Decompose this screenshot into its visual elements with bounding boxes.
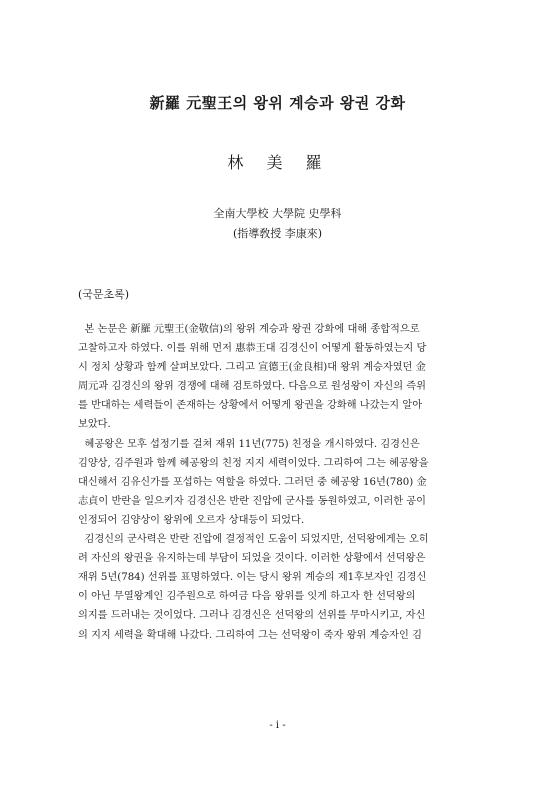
affiliation-block bbox=[0, 204, 555, 244]
body-line: 의지를 드러내는 것이었다. 그러나 김경신은 선덕왕의 선위를 무마시키고, 자신 bbox=[78, 610, 426, 622]
author-name: 林 美 羅 bbox=[227, 153, 328, 172]
body-line: 의 지지 세력을 확대해 나갔다. 그리하여 그는 선덕왕이 죽자 왕위 계승자인 김 bbox=[78, 629, 422, 641]
abstract-body bbox=[78, 320, 478, 645]
body-line: 志貞이 반란을 일으키자 김경신은 반란 진압에 군사를 동원하였고, 이러한 공이 bbox=[78, 495, 426, 507]
body-line: 周元과 김경신의 왕위 경쟁에 대해 검토하였다. 다음으로 원성왕이 자신의 즉위 bbox=[78, 381, 426, 393]
body-line: 재위 5년(784) 선위를 표명하였다. 이는 당시 왕위 계승의 제1후보자인 김경신 bbox=[78, 572, 427, 584]
body-line: 대신해서 김유신가를 포섭하는 역할을 하였다. 그러던 중 혜공왕 16년(780) 金 bbox=[78, 476, 427, 488]
body-line: 이 아닌 무열왕계인 김주원으로 하여금 다음 왕위를 잇게 하고자 한 선덕왕의 bbox=[78, 591, 416, 603]
body-line: 인정되어 김양상이 왕위에 오르자 상대등이 되었다. bbox=[78, 514, 305, 526]
affiliation-department: 全南大學校 大學院 史學科 bbox=[213, 207, 342, 220]
abstract-label: (국문초록) bbox=[78, 288, 130, 301]
body-line: 려 자신의 왕권을 유지하는데 부담이 되었을 것이다. 이러한 상황에서 선덕왕은 bbox=[78, 553, 426, 565]
body-line: 보았다. bbox=[78, 419, 111, 431]
body-line: 시 정치 상황과 함께 살펴보았다. 그리고 宣德王(金良相)대 왕위 계승자였던 金 bbox=[78, 362, 426, 374]
body-line: 김양상, 김주원과 함께 혜공왕의 친정 지지 세력이었다. 그리하여 그는 혜공왕을 bbox=[78, 457, 429, 469]
body-line: 혜공왕은 모후 섭정기를 걸쳐 재위 11년(775) 친정을 개시하였다. 김경신은 bbox=[78, 438, 420, 450]
page-number: - i - bbox=[269, 720, 286, 731]
body-line: 를 반대하는 세력들이 존재하는 상황에서 어떻게 왕권을 강화해 나갔는지 알아 bbox=[78, 400, 423, 412]
paper-title: 新羅 元聖王의 왕위 계승과 왕권 강화 bbox=[149, 94, 406, 112]
body-line: 김경신의 군사력은 반란 진압에 결정적인 도움이 되었지만, 선덕왕에게는 오히 bbox=[78, 534, 429, 546]
body-line: 본 논문은 新羅 元聖王(金敬信)의 왕위 계승과 왕권 강화에 대해 종합적으로 bbox=[78, 324, 420, 335]
body-line: 고찰하고자 하였다. 이를 위해 먼저 惠恭王대 김경신이 어떻게 활동하였는지 당 bbox=[78, 343, 427, 355]
affiliation-advisor: (指導敎授 李康來) bbox=[232, 227, 323, 240]
